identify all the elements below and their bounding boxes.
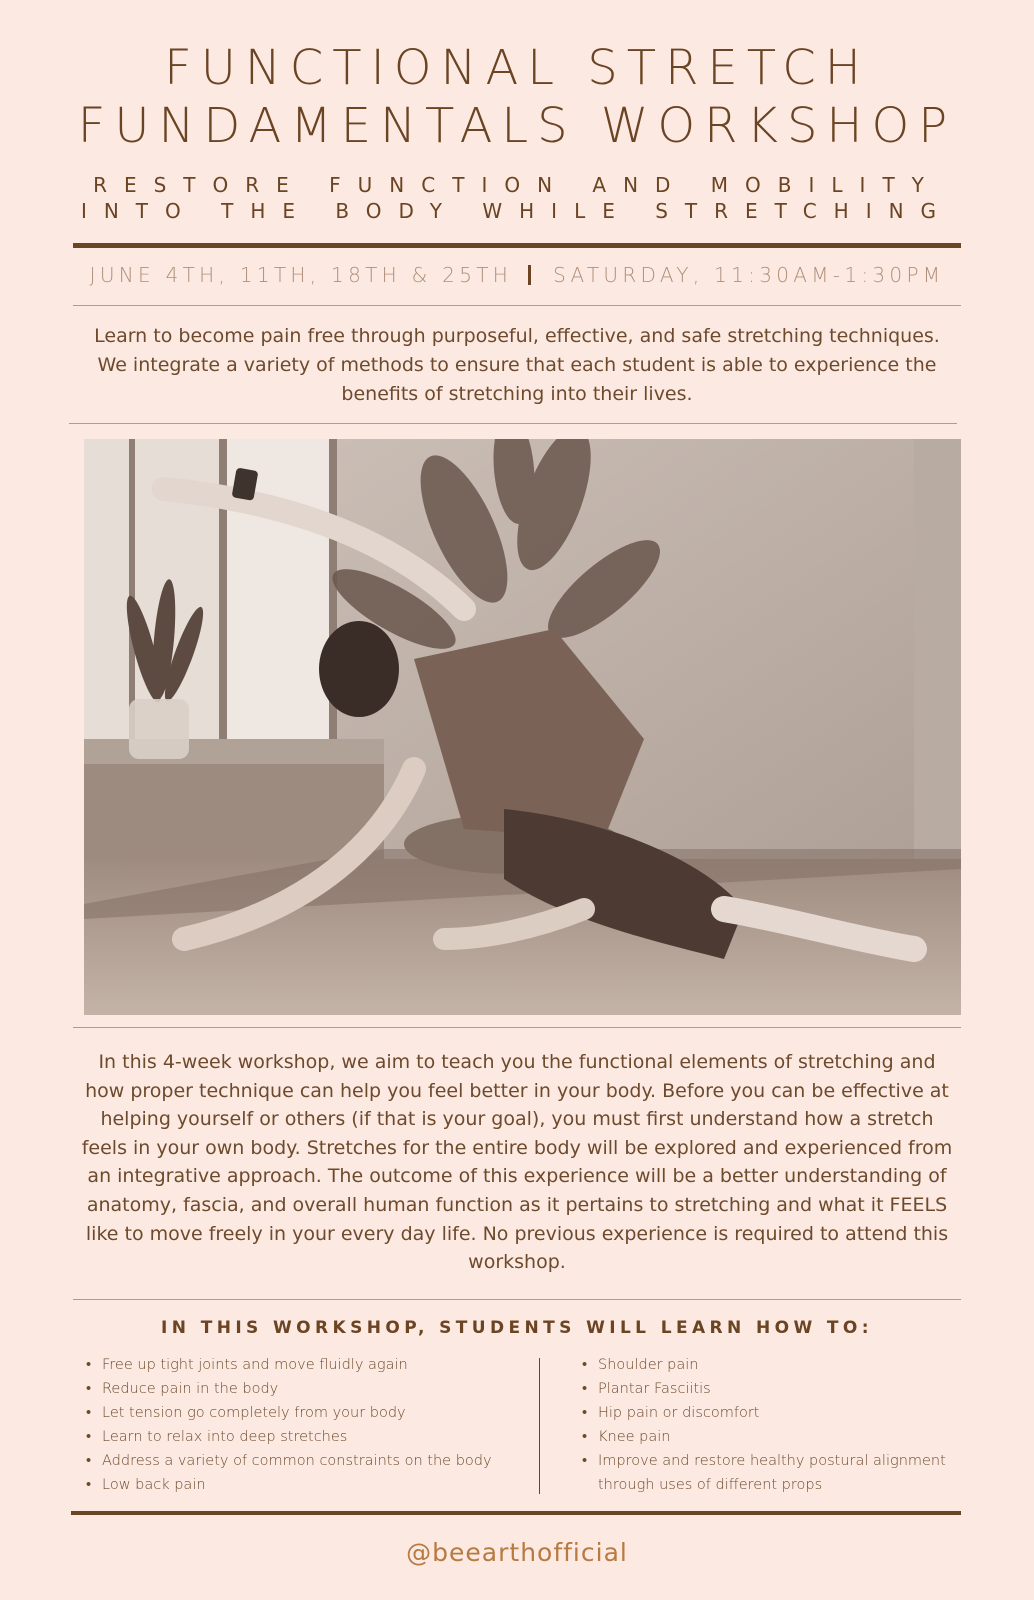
schedule-separator: [528, 265, 531, 285]
list-item: • Plantar Fasciitis: [582, 1377, 962, 1401]
list-item: • Free up tight joints and move fluidly again: [86, 1353, 536, 1377]
subtitle-line-2: INTO THE BODY WHILE STRETCHING: [80, 199, 954, 223]
description-paragraph: In this 4-week workshop, we aim to teach you the functional elements of stretching and how proper technique can help you feel better in your body. Before you can be effective at helping yourself or others (if that is your goal), you must first understand how a stretch feels in your own body. Stretches for the entire body will be explored and experienced from an integrative approach. The outcome of this experience will be a better understanding of anatomy, fascia, and overall human function as it pertains to stretching and what it FEELS like to move freely in your every day life. No previous experience is required to attend this workshop.: [81, 1051, 953, 1274]
learn-list-right: [582, 1353, 962, 1497]
list-item: • Hip pain or discomfort: [582, 1401, 962, 1425]
title-line-2: FUNDAMENTALS WORKSHOP: [77, 98, 957, 154]
schedule-time: SATURDAY, 11:30AM-1:30PM: [553, 263, 945, 287]
title-line-1: FUNCTIONAL STRETCH: [164, 40, 870, 96]
bottom-divider: [71, 1511, 961, 1515]
learn-divider: [73, 1299, 961, 1300]
list-item: • Shoulder pain: [582, 1353, 962, 1377]
list-item: • Address a variety of common constraints on the body: [86, 1449, 536, 1473]
top-divider: [73, 243, 961, 248]
learn-list-left: [86, 1353, 536, 1497]
list-item: • Reduce pain in the body: [86, 1377, 536, 1401]
social-handle: @beearthofficial: [406, 1538, 628, 1567]
list-item: • Let tension go completely from your body: [86, 1401, 536, 1425]
intro-divider: [69, 423, 957, 424]
learn-heading: IN THIS WORKSHOP, STUDENTS WILL LEARN HOW TO:: [161, 1318, 873, 1338]
list-item: • Knee pain: [582, 1425, 962, 1449]
list-column-divider: [539, 1358, 540, 1494]
workshop-photo: [84, 439, 961, 1015]
list-item: • Learn to relax into deep stretches: [86, 1425, 536, 1449]
photo-divider: [73, 1027, 961, 1028]
schedule-dates: JUNE 4TH, 11TH, 18TH & 25TH: [89, 263, 513, 287]
schedule-line: [0, 263, 1034, 287]
subtitle-line-1: RESTORE FUNCTION AND MOBILITY: [93, 173, 941, 197]
schedule-divider: [73, 305, 961, 306]
list-item: • Improve and restore healthy postural alignment through uses of different props: [582, 1449, 962, 1497]
list-item: • Low back pain: [86, 1473, 536, 1497]
intro-paragraph: Learn to become pain free through purposeful, effective, and safe stretching techniques. We integrate a variety of methods to ensure that each student is able to experience the benefits of stretching into their lives.: [94, 325, 940, 405]
